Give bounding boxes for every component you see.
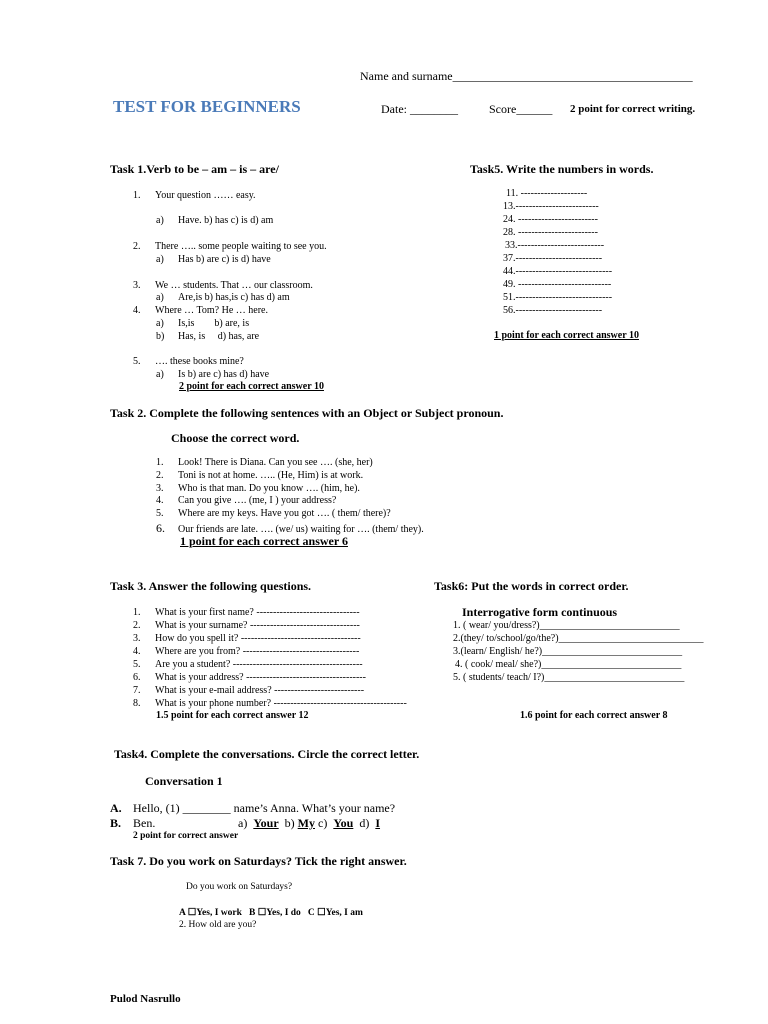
task3-item: 2. What is your surname? ---------------------------------: [133, 620, 360, 631]
task6-score: 1.6 point for each correct answer 8: [520, 710, 668, 721]
page-title: TEST FOR BEGINNERS: [113, 97, 301, 116]
task3-item: 6. What is your address? ------------------------------------: [133, 672, 366, 683]
task6-item: 2.(they/ to/school/go/the?)_____________________________: [453, 633, 704, 644]
task3-item: 1. What is your first name? -------------------------------: [133, 607, 360, 618]
task1-q1: 1. Your question …… easy.: [133, 190, 256, 201]
task6-item: 1. ( wear/ you/dress?)____________________________: [453, 620, 680, 631]
task5-score: 1 point for each correct answer 10: [494, 330, 639, 341]
task4-heading: Task4. Complete the conversations. Circle the correct letter.: [114, 747, 420, 761]
task2-item: 4. Can you give …. (me, I ) your address?: [156, 495, 337, 506]
task3-heading: Task 3. Answer the following questions.: [110, 579, 312, 593]
task1-q1-options: a) Have. b) has c) is d) am: [156, 215, 274, 226]
task5-item: 33.--------------------------: [505, 240, 605, 251]
conversation-line-b: B. Ben.: [110, 816, 156, 830]
task4-sub: Conversation 1: [145, 774, 223, 788]
task2-item: 6. Our friends are late. …. (we/ us) waiting for …. (them/ they).: [156, 521, 424, 535]
author-name: Pulod Nasrullo: [110, 993, 181, 1005]
task1-heading: Task 1.Verb to be – am – is – are/: [110, 162, 279, 176]
name-label: Name and surname: [360, 69, 453, 83]
task5-item: 49. ----------------------------: [503, 279, 612, 290]
task6-sub: Interrogative form continuous: [462, 605, 618, 619]
name-surname-field: [360, 69, 693, 84]
task1-q2: 2. There ….. some people waiting to see you.: [133, 241, 327, 252]
task5-item: 37.--------------------------: [503, 253, 603, 264]
task5-item: 13.-------------------------: [503, 201, 599, 212]
task1-q3-options: a) Are,is b) has,is c) has d) am: [156, 292, 290, 303]
task2-score: 1 point for each correct answer 6: [180, 534, 348, 548]
task6-item: 3.(learn/ English/ he?)____________________________: [453, 646, 683, 657]
choice-b[interactable]: My: [297, 816, 315, 830]
task1-q4: 4. Where … Tom? He … here.: [133, 305, 268, 316]
task3-score: 1.5 point for each correct answer 12: [156, 710, 309, 721]
task3-item: 4. Where are you from? -----------------------------------: [133, 646, 360, 657]
task1-score: 2 point for each correct answer 10: [179, 381, 324, 392]
task5-item: 28. ------------------------: [503, 227, 598, 238]
name-line: ________________________________________: [452, 69, 693, 83]
task1-q5-options: a) Is b) are c) has d) have: [156, 369, 270, 380]
task5-item: 11. --------------------: [506, 188, 588, 199]
task2-item: 3. Who is that man. Do you know …. (him, he).: [156, 483, 360, 494]
task3-item: 3. How do you spell it? ------------------------------------: [133, 633, 361, 644]
task7-options[interactable]: A ☐Yes, I work B ☐Yes, I do C ☐Yes, I am: [179, 908, 363, 918]
task4-score: 2 point for correct answer: [133, 831, 239, 841]
task5-item: 24. ------------------------: [503, 214, 598, 225]
choice-a[interactable]: Your: [253, 816, 279, 830]
task6-item: 4. ( cook/ meal/ she?)____________________________: [455, 659, 682, 670]
task5-item: 51.-----------------------------: [503, 292, 613, 303]
task2-item: 1. Look! There is Diana. Can you see …. (she, her): [156, 457, 373, 468]
choice-c[interactable]: You: [333, 816, 354, 830]
task6-item: 5. ( students/ teach/ I?)____________________________: [453, 672, 685, 683]
task3-item: 8. What is your phone number? ----------------------------------------: [133, 698, 407, 709]
task7-heading: Task 7. Do you work on Saturdays? Tick the right answer.: [110, 854, 407, 868]
task3-item: 5. Are you a student? ---------------------------------------: [133, 659, 363, 670]
task1-q2-options: a) Has b) are c) is d) have: [156, 254, 271, 265]
task5-heading: Task5. Write the numbers in words.: [470, 162, 654, 176]
task5-item: 44.-----------------------------: [503, 266, 613, 277]
task1-q5: 5. …. these books mine?: [133, 356, 244, 367]
score-field: Score______: [489, 102, 553, 116]
task1-q3: 3. We … students. That … our classroom.: [133, 280, 313, 291]
score-note: 2 point for correct writing.: [570, 103, 696, 115]
date-field: Date: ________: [381, 102, 458, 116]
task2-item: 2. Toni is not at home. ….. (He, Him) is at work.: [156, 470, 364, 481]
task5-item: 56.--------------------------: [503, 305, 603, 316]
task2-item: 5. Where are my keys. Have you got …. ( them/ there)?: [156, 508, 391, 519]
task1-q4-options-b: b) Has, is d) has, are: [156, 331, 260, 342]
task4-choices: a) Your b) My c) You d) I: [238, 816, 381, 830]
task2-heading: Task 2. Complete the following sentences with an Object or Subject pronoun.: [110, 406, 504, 420]
task2-sub: Choose the correct word.: [171, 431, 300, 445]
task7-question2: 2. How old are you?: [179, 920, 257, 930]
task1-q4-options-a: a) Is,is b) are, is: [156, 318, 250, 329]
conversation-line-a: A. Hello, (1) ________ name’s Anna. What’s your name?: [110, 801, 396, 815]
task3-item: 7. What is your e-mail address? ---------------------------: [133, 685, 365, 696]
task6-heading: Task6: Put the words in correct order.: [434, 579, 629, 593]
task7-question: Do you work on Saturdays?: [186, 882, 293, 892]
choice-d[interactable]: I: [375, 816, 381, 830]
